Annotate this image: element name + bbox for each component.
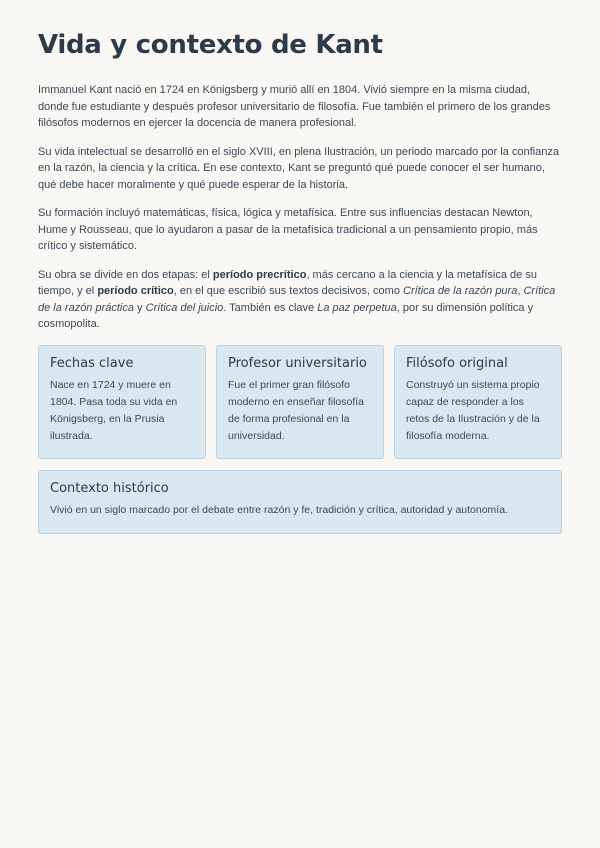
card-text: Nace en 1724 y muere en 1804. Pasa toda su vida en Königsberg, en la Prusia ilustrada. xyxy=(50,378,178,442)
works-text: y xyxy=(134,301,146,314)
works-text: , más cercano a la ciencia y la metafísica de su tiempo, y el xyxy=(38,268,537,297)
paragraph-education: Su formación incluyó matemáticas, física, lógica y metafísica. Entre sus influencias destacan Newton, Hume y Rousseau, que lo ayudaron a pasar de la metafísica tradicional a un pensamiento propio, más crítico y sistemático. xyxy=(38,207,538,252)
works-text: , por su dimensión política y cosmopolita. xyxy=(38,301,534,330)
works-text: Su obra se divide en dos etapas: el xyxy=(38,268,213,281)
book-title-pure-reason: Crítica de la razón pura xyxy=(403,285,518,297)
card-text: Construyó un sistema propio capaz de responder a los retos de la Ilustración y de la filosofía moderna. xyxy=(406,378,540,442)
term-critical-period: período crítico xyxy=(97,285,174,297)
card-title: Contexto histórico xyxy=(50,480,169,496)
info-cards-row xyxy=(38,345,562,459)
card-key-dates xyxy=(38,345,206,459)
works-text: . También es clave xyxy=(223,301,318,314)
paragraph-works xyxy=(38,267,562,333)
paragraph-biography: Immanuel Kant nació en 1724 en Königsberg y murió allí en 1804. Vivió siempre en la misma ciudad, donde fue estudiante y después profesor universitario de filosofía. Fue también el primero de los grandes filósofos modernos en ejercer la docencia de manera profesional. xyxy=(38,84,551,129)
page-title: Vida y contexto de Kant xyxy=(38,30,383,60)
card-title: Fechas clave xyxy=(50,355,134,371)
card-historical-context xyxy=(38,470,562,534)
card-text: Fue el primer gran filósofo moderno en enseñar filosofía de forma profesional en la universidad. xyxy=(228,378,365,442)
card-title: Profesor universitario xyxy=(228,355,367,371)
book-title-perpetual-peace: La paz perpetua xyxy=(317,301,397,314)
card-university-professor xyxy=(216,345,384,459)
document-page xyxy=(38,30,562,534)
card-title: Filósofo original xyxy=(406,355,508,371)
card-original-philosopher xyxy=(394,345,562,459)
card-text: Vivió en un siglo marcado por el debate entre razón y fe, tradición y crítica, autoridad y autonomía. xyxy=(50,503,508,516)
book-title-judgment: Crítica del juicio xyxy=(145,301,224,314)
book-title-practical-reason: Crítica de la razón práctica xyxy=(38,285,556,314)
works-text: , xyxy=(517,285,524,297)
term-precritical-period: período precrítico xyxy=(212,268,307,281)
works-text: , en el que escribió sus textos decisivos, como xyxy=(173,285,403,297)
paragraph-intellectual-life: Su vida intelectual se desarrolló en el siglo XVIII, en plena Ilustración, un periodo marcado por la confianza en la razón, la ciencia y la crítica. En ese contexto, Kant se preguntó qué puede conocer el ser humano, qué debe hacer moralmente y qué puede esperar de la historia. xyxy=(38,145,559,191)
